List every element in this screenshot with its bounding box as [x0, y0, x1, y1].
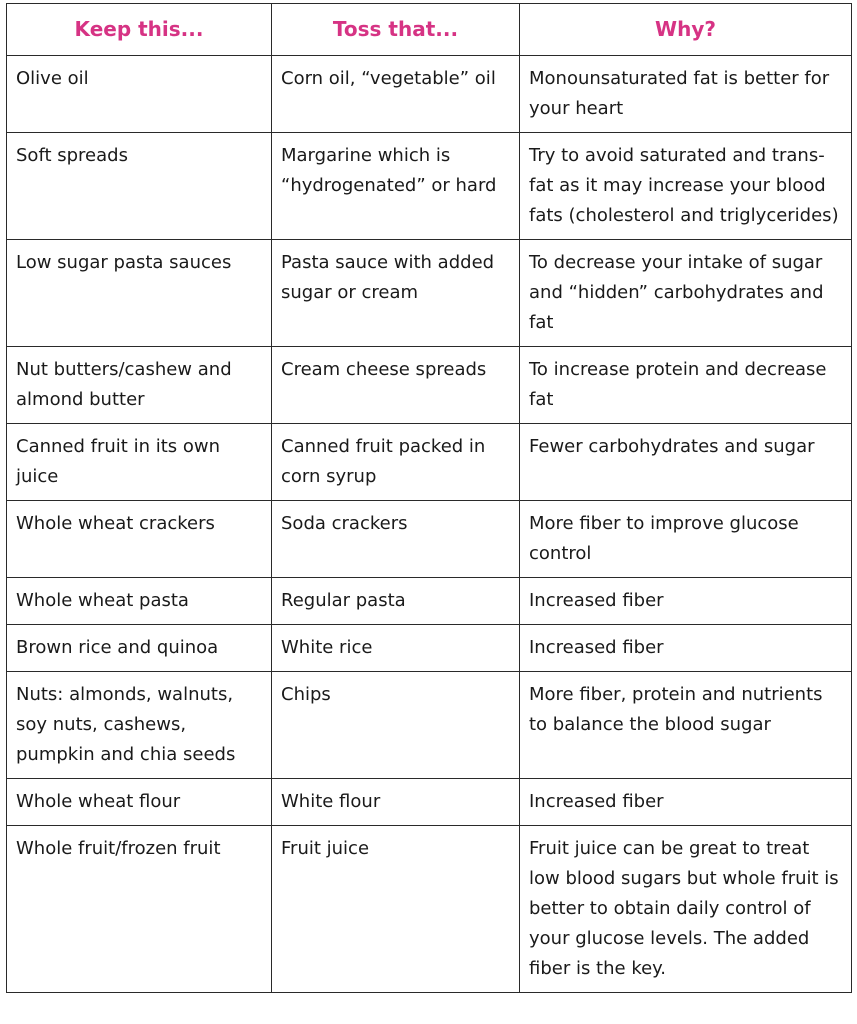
- why-cell: Increased fiber: [520, 625, 852, 672]
- table-row: [7, 501, 852, 578]
- keep-cell: Soft spreads: [7, 133, 272, 240]
- why-cell: Fewer carbohydrates and sugar: [520, 424, 852, 501]
- keep-cell: Olive oil: [7, 56, 272, 133]
- keep-cell: Low sugar pasta sauces: [7, 240, 272, 347]
- table-row: [7, 347, 852, 424]
- why-cell: More fiber, protein and nutrients to balance the blood sugar: [520, 672, 852, 779]
- why-cell: Try to avoid saturated and trans-fat as it may increase your blood fats (cholesterol and triglycerides): [520, 133, 852, 240]
- keep-cell: Whole fruit/frozen fruit: [7, 826, 272, 993]
- why-cell: To decrease your intake of sugar and “hidden” carbohydrates and fat: [520, 240, 852, 347]
- table-body: [7, 56, 852, 993]
- keep-cell: Nut butters/cashew and almond butter: [7, 347, 272, 424]
- table-row: [7, 625, 852, 672]
- table-row: [7, 578, 852, 625]
- toss-cell: Chips: [272, 672, 520, 779]
- header-row: [7, 4, 852, 56]
- header-why: Why?: [520, 4, 852, 56]
- toss-cell: Soda crackers: [272, 501, 520, 578]
- keep-cell: Whole wheat flour: [7, 779, 272, 826]
- why-cell: Increased fiber: [520, 779, 852, 826]
- keep-cell: Nuts: almonds, walnuts, soy nuts, cashews, pumpkin and chia seeds: [7, 672, 272, 779]
- keep-cell: Brown rice and quinoa: [7, 625, 272, 672]
- table-header: [7, 4, 852, 56]
- toss-cell: Corn oil, “vegetable” oil: [272, 56, 520, 133]
- why-cell: More fiber to improve glucose control: [520, 501, 852, 578]
- toss-cell: White flour: [272, 779, 520, 826]
- why-cell: Fruit juice can be great to treat low blood sugars but whole fruit is better to obtain daily control of your glucose levels. The added fiber is the key.: [520, 826, 852, 993]
- header-toss-that: Toss that...: [272, 4, 520, 56]
- toss-cell: Cream cheese spreads: [272, 347, 520, 424]
- toss-cell: Fruit juice: [272, 826, 520, 993]
- table-row: [7, 424, 852, 501]
- toss-cell: White rice: [272, 625, 520, 672]
- keep-cell: Canned fruit in its own juice: [7, 424, 272, 501]
- toss-cell: Regular pasta: [272, 578, 520, 625]
- food-swap-table: [6, 3, 852, 993]
- why-cell: Monounsaturated fat is better for your heart: [520, 56, 852, 133]
- toss-cell: Canned fruit packed in corn syrup: [272, 424, 520, 501]
- table-row: [7, 826, 852, 993]
- table-row: [7, 240, 852, 347]
- keep-cell: Whole wheat pasta: [7, 578, 272, 625]
- table-row: [7, 779, 852, 826]
- keep-cell: Whole wheat crackers: [7, 501, 272, 578]
- toss-cell: Margarine which is “hydrogenated” or hard: [272, 133, 520, 240]
- why-cell: To increase protein and decrease fat: [520, 347, 852, 424]
- header-keep-this: Keep this...: [7, 4, 272, 56]
- table-row: [7, 672, 852, 779]
- table-row: [7, 56, 852, 133]
- toss-cell: Pasta sauce with added sugar or cream: [272, 240, 520, 347]
- table-row: [7, 133, 852, 240]
- why-cell: Increased fiber: [520, 578, 852, 625]
